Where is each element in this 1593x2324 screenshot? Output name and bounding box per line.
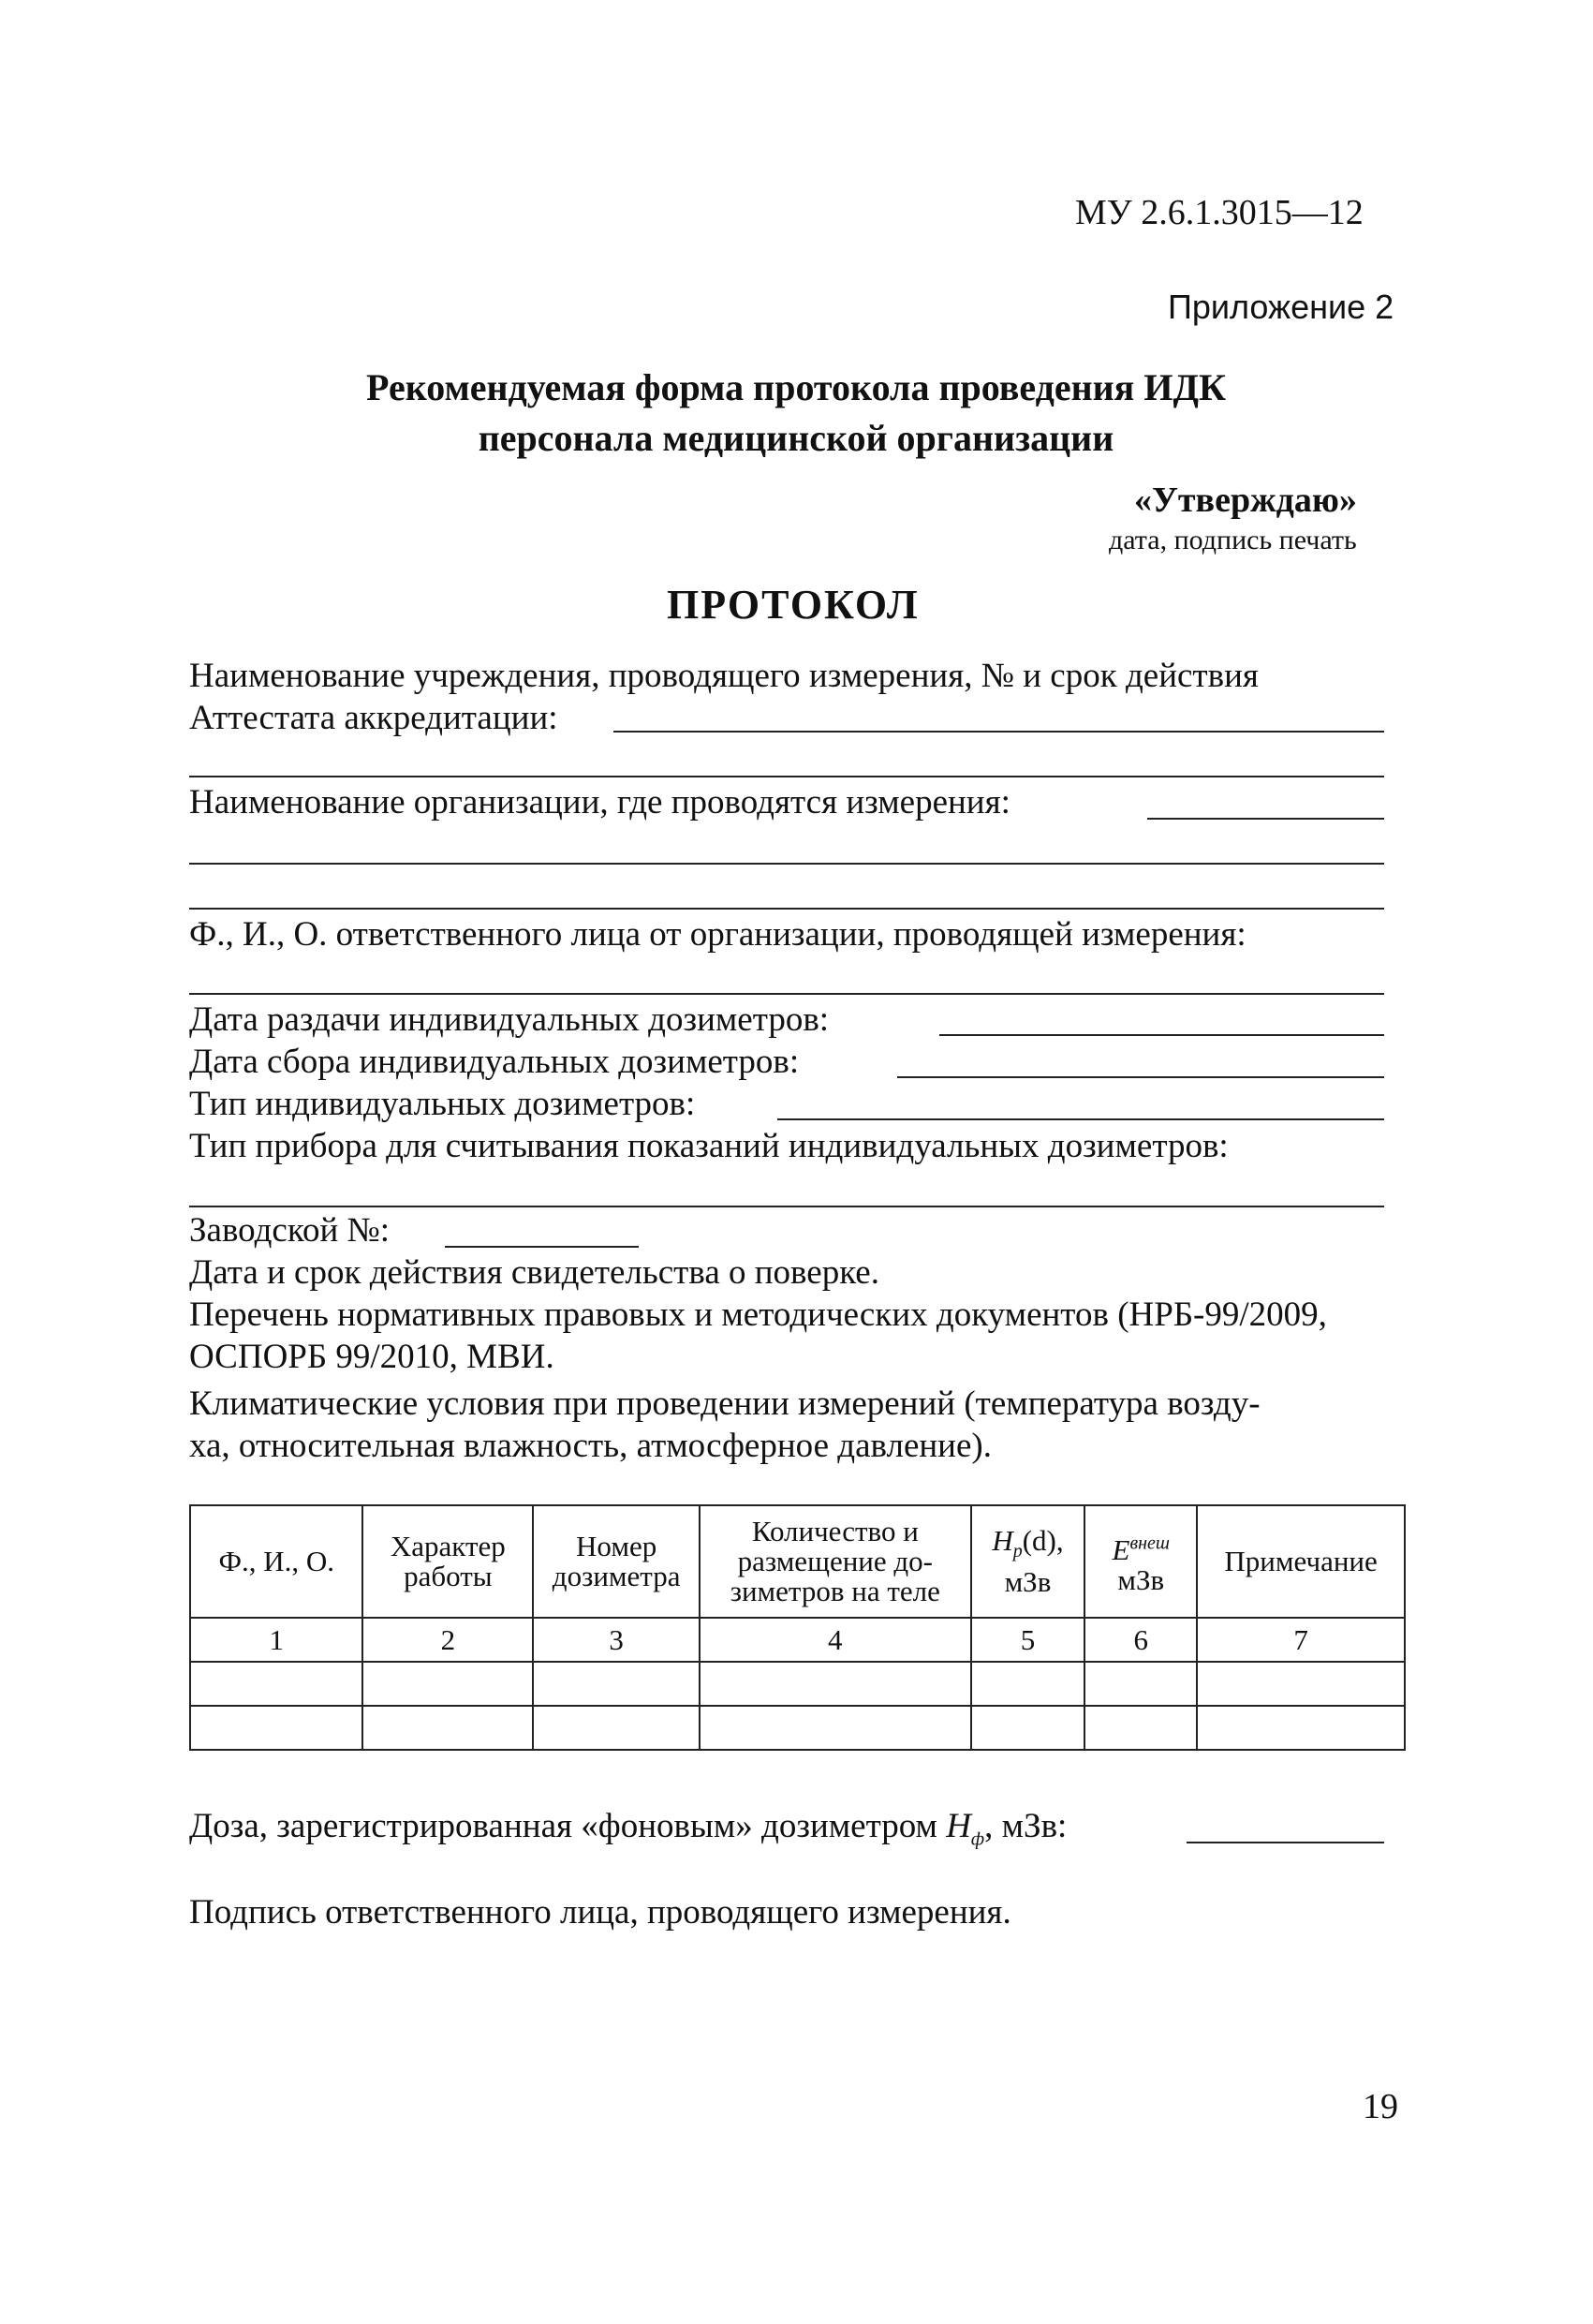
header-dosimeter-placement [700, 1505, 970, 1618]
header-placement-line-1: Количество и [751, 1515, 919, 1547]
table-row [190, 1706, 1405, 1750]
climate-label-line-1: Климатические условия при проведении измерений (температура возду- [189, 1384, 1261, 1423]
header-e-symbol [1087, 1528, 1194, 1564]
header-placement-line-2: размещение до- [737, 1545, 933, 1577]
header-work-type-line-2: работы [404, 1560, 493, 1592]
dosimeter-type-label: Тип индивидуальных дозиметров: [189, 1085, 696, 1123]
header-hp-dose [971, 1505, 1085, 1618]
page-number: 19 [1363, 2087, 1398, 2126]
background-dose-symbol: H [946, 1807, 971, 1845]
table-row [190, 1662, 1405, 1706]
responsible-person-field-line[interactable] [189, 993, 1384, 995]
dosimeter-type-field-line[interactable] [777, 1118, 1384, 1120]
organization-label: Наименование организации, где проводятся измерения: [189, 783, 1010, 822]
table-number-row [190, 1618, 1405, 1662]
table-cell[interactable] [1197, 1662, 1405, 1706]
organization-field-line-1[interactable] [1147, 818, 1384, 820]
column-number: 5 [971, 1618, 1085, 1662]
documents-label-line-2: ОСПОРБ 99/2010, МВИ. [189, 1338, 554, 1376]
form-title-line-2: персонала медицинской организации [478, 417, 1114, 459]
serial-number-label: Заводской №: [189, 1211, 391, 1250]
reader-type-label: Тип прибора для считывания показаний индивидуальных дозиметров: [189, 1127, 1229, 1165]
institution-label-line-1: Наименование учреждения, проводящего измерения, № и срок действия [189, 657, 1259, 695]
column-number: 6 [1084, 1618, 1197, 1662]
institution-field-line-1[interactable] [613, 731, 1384, 733]
reader-type-field-line[interactable] [189, 1206, 1384, 1207]
table-cell[interactable] [533, 1706, 700, 1750]
header-note [1197, 1505, 1405, 1618]
header-name-text: Ф., И., О. [218, 1545, 334, 1577]
issue-date-label: Дата раздачи индивидуальных дозиметров: [189, 1000, 830, 1039]
approval-label: «Утверждаю» [1134, 481, 1357, 520]
organization-field-line-2[interactable] [189, 863, 1384, 865]
header-work-type-line-1: Характер [390, 1530, 506, 1562]
serial-number-field-line[interactable] [445, 1246, 639, 1248]
collect-date-label: Дата сбора индивидуальных дозиметров: [189, 1043, 800, 1081]
header-dosimeter-number-line-2: дозиметра [552, 1560, 681, 1592]
table-cell[interactable] [1197, 1706, 1405, 1750]
organization-field-line-3[interactable] [189, 908, 1384, 910]
column-number: 2 [362, 1618, 533, 1662]
header-hp-unit: мЗв [1004, 1564, 1052, 1598]
column-number: 7 [1197, 1618, 1405, 1662]
background-dose-prefix: Доза, зарегистрированная «фоновым» дозиметром [189, 1807, 947, 1845]
column-number: 3 [533, 1618, 700, 1662]
header-e-external [1084, 1505, 1197, 1618]
hp-argument: (d), [1022, 1524, 1064, 1558]
header-dosimeter-number [533, 1505, 700, 1618]
table-cell[interactable] [1084, 1706, 1197, 1750]
form-title-line-1: Рекомендуемая форма протокола проведения ИДК [366, 366, 1226, 408]
background-dose-label [189, 1806, 1067, 1850]
issue-date-field-line[interactable] [939, 1034, 1384, 1036]
table-cell[interactable] [971, 1706, 1085, 1750]
table-cell[interactable] [533, 1662, 700, 1706]
collect-date-field-line[interactable] [897, 1076, 1384, 1078]
background-dose-field-line[interactable] [1187, 1842, 1384, 1843]
table-cell[interactable] [1084, 1662, 1197, 1706]
e-symbol: E [1112, 1532, 1130, 1566]
dosimetry-table [189, 1504, 1406, 1751]
certificate-label: Дата и срок действия свидетельства о поверке. [189, 1253, 879, 1292]
approval-subtitle: дата, подпись печать [1109, 525, 1357, 555]
climate-label-line-2: ха, относительная влажность, атмосферное давление). [189, 1427, 992, 1465]
responsible-person-label: Ф., И., О. ответственного лица от организации, проводящей измерения: [189, 915, 1246, 954]
protocol-heading: ПРОТОКОЛ [667, 582, 920, 628]
documents-label-line-1: Перечень нормативных правовых и методических документов (НРБ-99/2009, [189, 1295, 1327, 1334]
column-number: 1 [190, 1618, 362, 1662]
header-placement-line-3: зиметров на теле [730, 1575, 940, 1607]
hp-subscript: p [1012, 1541, 1023, 1562]
hp-symbol: H [992, 1524, 1013, 1558]
table-cell[interactable] [190, 1662, 362, 1706]
table-cell[interactable] [362, 1662, 533, 1706]
signature-label: Подпись ответственного лица, проводящего измерения. [189, 1893, 1011, 1932]
appendix-label: Приложение 2 [1168, 288, 1394, 326]
header-e-unit: мЗв [1117, 1562, 1165, 1596]
table-cell[interactable] [971, 1662, 1085, 1706]
header-hp-symbol [974, 1526, 1083, 1566]
institution-label-line-2: Аттестата аккредитации: [189, 699, 558, 737]
institution-field-line-2[interactable] [189, 776, 1384, 777]
document-id: МУ 2.6.1.3015—12 [1075, 193, 1364, 232]
table-cell[interactable] [700, 1662, 970, 1706]
table-cell[interactable] [700, 1706, 970, 1750]
table-header-row [190, 1505, 1405, 1618]
header-name [190, 1505, 362, 1618]
e-superscript: внеш [1129, 1532, 1171, 1554]
column-number: 4 [700, 1618, 970, 1662]
background-dose-subscript: ф [970, 1828, 985, 1850]
header-dosimeter-number-line-1: Номер [576, 1530, 657, 1562]
table-cell[interactable] [362, 1706, 533, 1750]
header-work-type [362, 1505, 533, 1618]
form-title [281, 363, 1311, 464]
background-dose-suffix: , мЗв: [984, 1807, 1068, 1845]
header-note-text: Примечание [1224, 1545, 1378, 1577]
table-cell[interactable] [190, 1706, 362, 1750]
